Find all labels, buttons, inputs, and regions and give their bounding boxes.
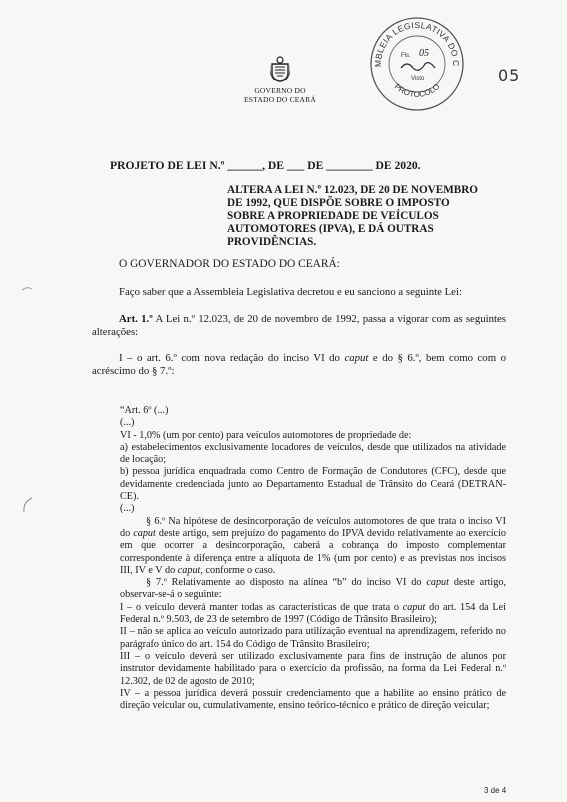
paragraph-7-caput: caput: [426, 577, 449, 589]
svg-text:PROTOCOLO: [393, 82, 442, 99]
stamp-fls-label: Fls.: [401, 53, 411, 59]
item-ii: II – não se aplica ao veículo autorizado para utilização eventual na aprendizagem, referido no parágrafo único do art. 154 do Código de Trânsito Brasileiro;: [120, 626, 506, 650]
item-iv: IV – a pessoa jurídica deverá possuir credenciamento que a habilite ao ensino prático de direção veicular ou, cumulativamente, ensino teórico-técnico e prático de direção veicular;: [120, 687, 506, 712]
paragraph-6-text: deste artigo, sem prejuízo do pagamento do IPVA devido relativamente ao exercício em que ocorrer a desincorporação, caberá a cobrança do imposto complementar correspondente à diferença entre a alíquota de 1% (um por cento) e as previstas nos incisos III, IV e V do: [120, 527, 507, 576]
article-line: VI - 1,0% (um por cento) para veículos automotores de propriedade de:: [120, 429, 412, 441]
paragraph-7: [120, 577, 506, 602]
paragraph-6-caput: caput: [177, 564, 201, 576]
article-1-text: A Lei n.º 12.023, de 20 de novembro de 1992, passa a vigorar com as seguintes alterações:: [92, 313, 507, 338]
article-line: b) pessoa jurídica enquadrada como Centro de Formação de Condutores (CFC), desde que devidamente credenciada junto ao Departamento Estadual de Trânsito do Ceará (DETRAN-CE).: [120, 466, 506, 503]
ementa-line: PROVIDÊNCIAS.: [227, 236, 317, 248]
stamp-bottom-text: PROTOCOLO: [392, 81, 442, 99]
article-1-label: Art. 1.º: [119, 313, 153, 325]
ementa-line: SOBRE A PROPRIEDADE DE VEÍCULOS: [227, 210, 439, 222]
ementa: [227, 184, 506, 249]
government-header: [228, 86, 332, 104]
paragraph-6-text: , conforme o caso.: [200, 564, 276, 576]
ementa-line: DE 1992, QUE DISPÕE SOBRE O IMPOSTO: [227, 197, 450, 209]
article-line: (...): [120, 503, 135, 515]
paragraph-6-caput: caput: [133, 527, 156, 539]
item-iii: III – o veículo deverá ser utilizado exclusivamente para fins de instrução de alunos por instrutor devidamente habilitado para o exercício da profissão, na forma da Lei Federal n.º 12.302, de 02 de agosto de 2010;: [120, 650, 506, 687]
governor-heading: O GOVERNADOR DO ESTADO DO CEARÁ:: [119, 258, 340, 270]
item-i: [120, 602, 506, 627]
margin-mark-icon: [20, 496, 34, 516]
gov-line-2: ESTADO DO CEARÁ: [244, 95, 316, 104]
stamp-fls-value: 05: [419, 48, 429, 59]
ementa-line: AUTOMOTORES (IPVA), E DÁ OUTRAS: [227, 223, 434, 235]
svg-text:ASSEMBLEIA LEGISLATIVA DO CEAR: [367, 14, 461, 67]
article-1: [92, 313, 506, 339]
gov-line-1: GOVERNO DO: [254, 86, 306, 95]
margin-mark-icon: [20, 282, 34, 296]
article-line: (...): [120, 417, 135, 429]
amended-article: [120, 405, 506, 712]
paragraph-6-text: § 6.º Na hipótese de desincorporação de veículos automotores de que trata o inciso VI do: [120, 515, 506, 539]
ementa-line: ALTERA A LEI N.º 12.023, DE 20 DE NOVEMBRO: [227, 184, 478, 196]
page-footer: 3 de 4: [484, 786, 507, 795]
item-i-caput: caput: [402, 601, 426, 613]
item-1-text-a: I – o art. 6.º com nova redação do inciso VI do: [119, 352, 345, 364]
handwritten-page-number: 05: [498, 66, 521, 85]
stamp-top-text: MBLEIA LEGISLATIVA DO C: [372, 19, 462, 68]
item-1-text-b: e do § 6.º, bem como com o acréscimo do § 7.º:: [92, 352, 506, 377]
item-i-text: I – o veículo deverá manter todas as características de que trata o: [120, 601, 403, 613]
stamp-visto-label: Visto: [411, 76, 425, 82]
paragraph-7-text: deste artigo, observar-se-á o seguinte:: [120, 577, 506, 601]
paragraph-6: [120, 516, 506, 577]
item-1: [92, 352, 506, 378]
stamp-signature-icon: [401, 63, 435, 71]
coat-of-arms-icon: [257, 56, 303, 82]
paragraph-7-text: § 7.º Relativamente ao disposto na alínea “b” do inciso VI do: [146, 577, 427, 589]
article-line: a) estabelecimentos exclusivamente locadores de veículos, desde que utilizados na atividade de locação;: [120, 441, 506, 466]
sanction-paragraph: Faço saber que a Assembleia Legislativa decretou e eu sanciono a seguinte Lei:: [119, 286, 462, 298]
project-title: PROJETO DE LEI N.º ______, DE ___ DE ________ DE 2020.: [110, 159, 421, 172]
article-line: “Art. 6º (...): [120, 405, 169, 416]
protocol-stamp: [367, 14, 467, 114]
item-1-caput: caput: [344, 352, 369, 364]
item-i-text: do art. 154 da Lei Federal n.º 9.503, de 23 de setembro de 1997 (Código de Trânsito Brasileiro);: [120, 601, 506, 626]
